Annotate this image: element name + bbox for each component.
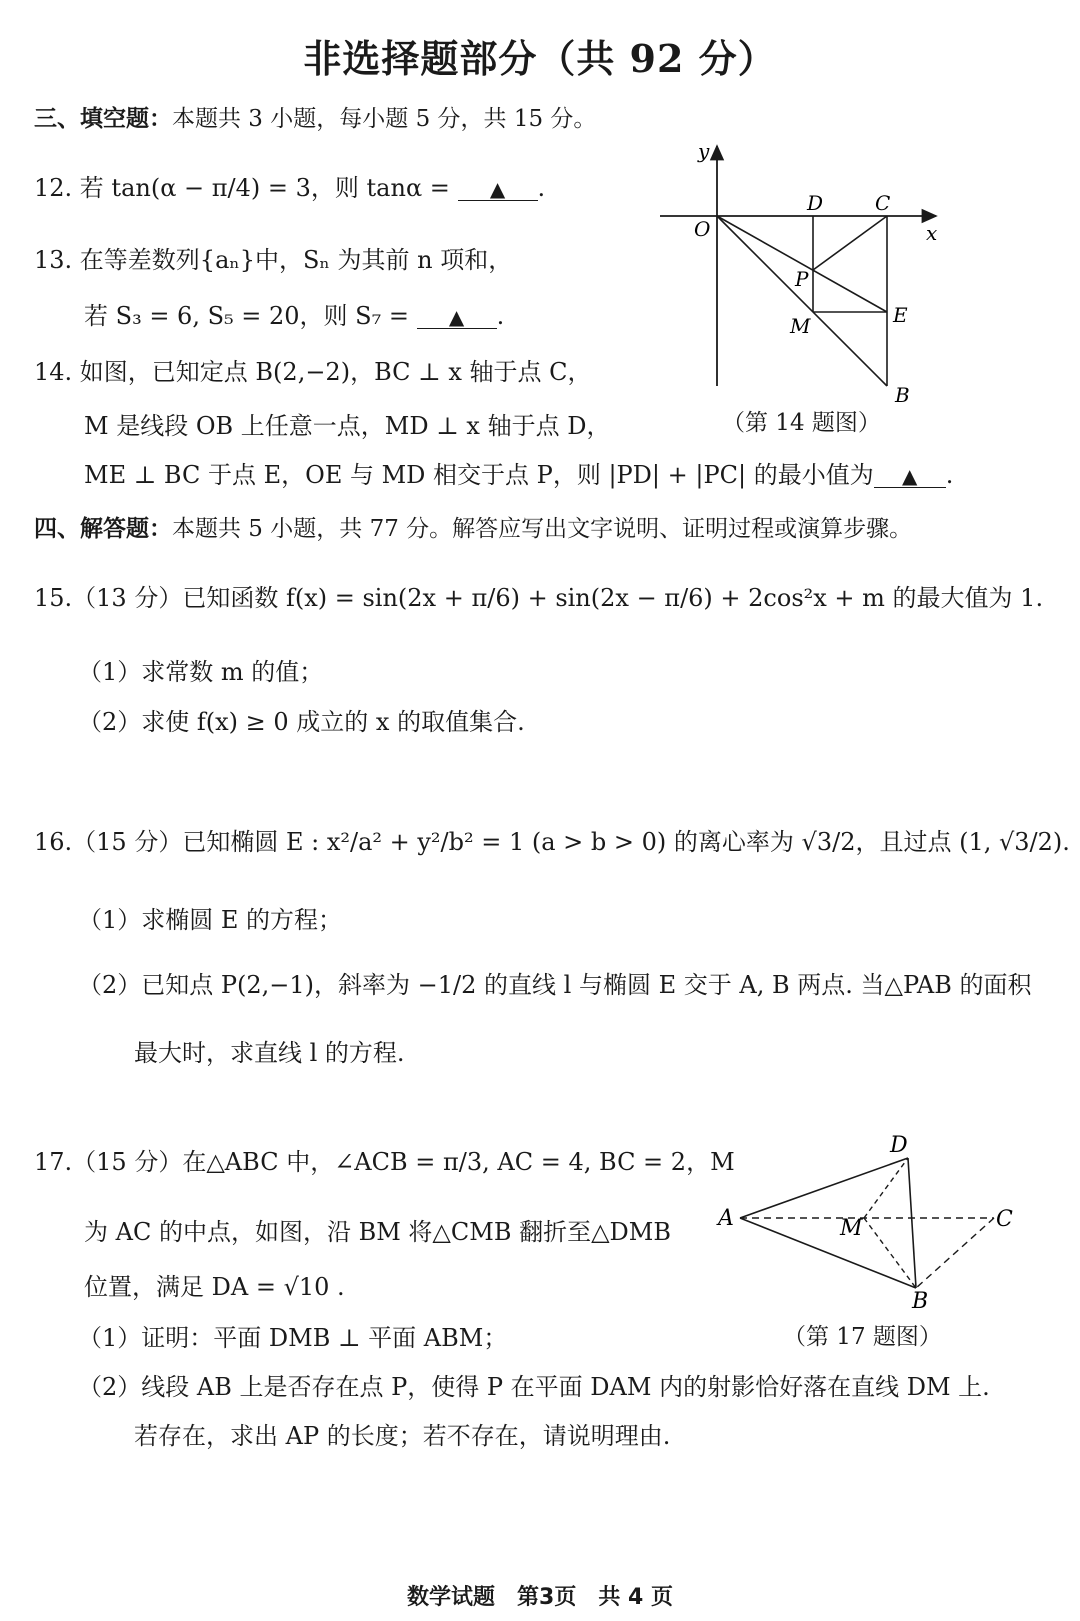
question-16-part-1: （1）求椭圆 E 的方程；	[78, 906, 343, 934]
question-16-part-2: （2）已知点 P(2,−1)，斜率为 −1/2 的直线 l 与椭圆 E 交于 A, B 两点. 当△PAB 的面积	[78, 971, 1032, 999]
figure-17-caption: （第 17 题图）	[783, 1324, 942, 1350]
answer-blank	[417, 304, 497, 329]
label-o: O	[694, 217, 711, 241]
question-17-line-2: 为 AC 的中点，如图，沿 BM 将△CMB 翻折至△DMB	[84, 1218, 671, 1246]
page-title: 非选择题部分（共 92 分）	[303, 36, 777, 81]
label-c: C	[996, 1207, 1013, 1232]
question-end: .	[537, 174, 546, 202]
label-x: x	[926, 221, 938, 245]
question-17-part-1: （1）证明：平面 DMB ⊥ 平面 ABM；	[78, 1324, 508, 1352]
section-answer	[34, 510, 912, 543]
question-text: 若 S₃ = 6, S₅ = 20，则 S₇ =	[84, 302, 417, 330]
label-c: C	[875, 191, 891, 215]
question-14-line-1: 14. 如图，已知定点 B(2,−2)，BC ⊥ x 轴于点 C，	[34, 358, 592, 386]
question-17-line-1: 17.（15 分）在△ABC 中，∠ACB = π/3, AC = 4, BC = 2，M	[34, 1148, 735, 1176]
question-14-line-2: M 是线段 OB 上任意一点，MD ⊥ x 轴于点 D，	[84, 412, 611, 440]
segment-ob	[717, 216, 887, 386]
figure-14	[650, 140, 950, 410]
answer-blank	[458, 176, 538, 201]
question-end: .	[496, 302, 505, 330]
question-text: ME ⊥ BC 于点 E，OE 与 MD 相交于点 P，则 |PD| + |PC| 的最小值为	[84, 461, 874, 489]
question-16-part-2-cont: 最大时，求直线 l 的方程.	[134, 1039, 405, 1067]
answer-blank	[874, 463, 946, 488]
label-b: B	[912, 1289, 929, 1312]
question-15-line-1: 15.（13 分）已知函数 f(x) = sin(2x + π/6) + sin(2x − π/6) + 2cos²x + m 的最大值为 1.	[34, 584, 1044, 612]
segment-ab	[740, 1218, 916, 1288]
segment-cb	[916, 1218, 994, 1288]
question-15-part-2: （2）求使 f(x) ≥ 0 成立的 x 的取值集合.	[78, 708, 525, 736]
segment-pc	[813, 216, 887, 270]
question-17-part-2: （2）线段 AB 上是否存在点 P，使得 P 在平面 DAM 内的射影恰好落在直线 DM 上.	[78, 1373, 990, 1401]
triangle-icon: ▲	[902, 464, 918, 488]
label-b: B	[895, 383, 910, 407]
label-e: E	[893, 303, 908, 327]
label-m: M	[840, 1216, 863, 1241]
question-text: 12. 若 tan(α − π/4) = 3，则 tanα =	[34, 174, 458, 202]
question-16-line-1: 16.（15 分）已知椭圆 E : x²/a² + y²/b² = 1 (a > b > 0) 的离心率为 √3/2，且过点 (1, √3/2).	[34, 828, 1070, 856]
question-17-part-2-cont: 若存在，求出 AP 的长度；若不存在，请说明理由.	[134, 1422, 671, 1450]
section-heading: 四、解答题：	[34, 516, 172, 542]
section-heading: 三、填空题：	[34, 106, 172, 132]
triangle-icon: ▲	[448, 305, 465, 329]
question-14-line-3	[84, 455, 953, 490]
segment-oe	[717, 216, 887, 312]
question-12	[34, 168, 545, 203]
page-footer: 数学试题 第3页 共 4 页	[407, 1585, 673, 1610]
label-a: A	[718, 1206, 734, 1231]
question-13-line-2	[84, 296, 504, 331]
question-end: .	[945, 461, 954, 489]
figure-17	[712, 1130, 1032, 1312]
section-desc: 本题共 5 小题，共 77 分。解答应写出文字说明、证明过程或演算步骤。	[172, 516, 913, 542]
label-y: y	[698, 140, 710, 163]
triangle-icon: ▲	[489, 177, 506, 201]
section-desc: 本题共 3 小题，每小题 5 分，共 15 分。	[172, 106, 597, 132]
segment-md	[864, 1158, 908, 1218]
label-d: D	[890, 1133, 908, 1158]
label-d: D	[807, 191, 824, 215]
label-m: M	[790, 314, 811, 338]
segment-db	[908, 1158, 916, 1288]
question-15-part-1: （1）求常数 m 的值；	[78, 658, 324, 686]
section-fill-in	[34, 100, 596, 133]
question-13-line-1: 13. 在等差数列{aₙ}中，Sₙ 为其前 n 项和，	[34, 246, 513, 274]
label-p: P	[795, 267, 809, 291]
segment-ad	[740, 1158, 908, 1218]
figure-14-caption: （第 14 题图）	[722, 410, 881, 436]
question-17-line-3: 位置，满足 DA = √10 .	[84, 1273, 345, 1301]
